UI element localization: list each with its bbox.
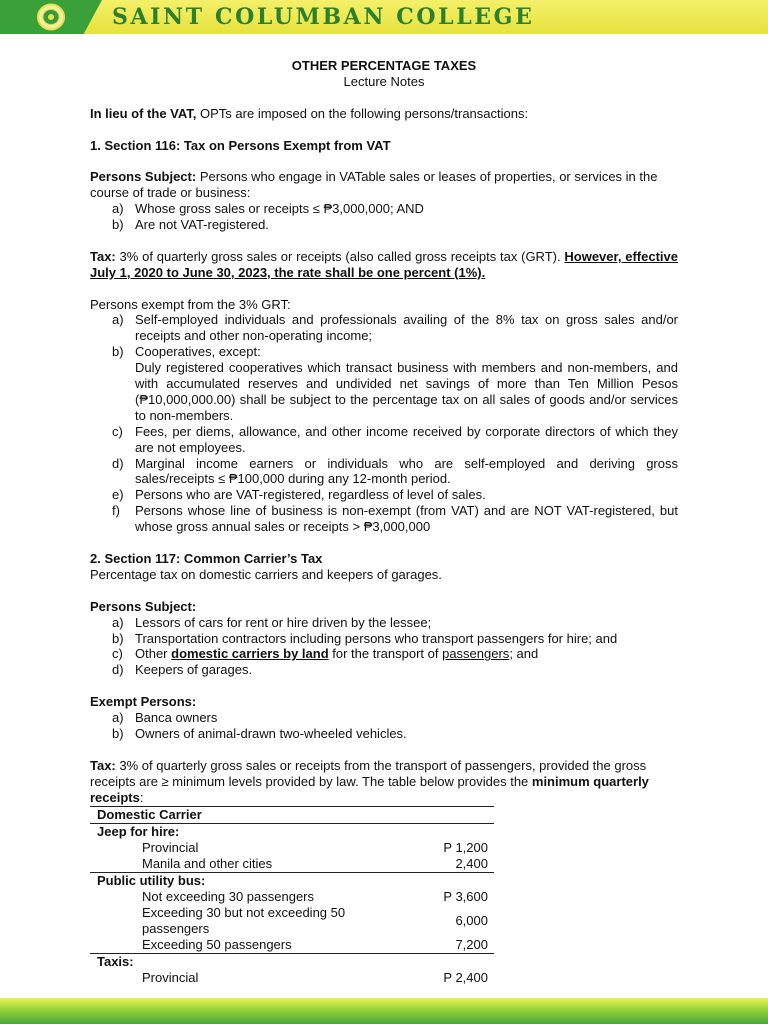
list-text: Whose gross sales or receipts ≤ ₱3,000,000; AND [135,201,424,217]
list-text: Transportation contractors including persons who transport passengers for hire; and [135,630,618,646]
list-marker: c) [112,423,123,439]
list-text: Duly registered cooperatives which transact business with members and non-members, and with accumulated reserves and undivided net savings of more than Ten Million Pesos (₱10,000,000.00) shall be subject to the percentage tax on all sales of goods and/or services to non-members. [135,360,678,423]
section-116-heading: 1. Section 116: Tax on Persons Exempt from VAT [90,137,391,153]
s117-tax-end: : [139,789,144,805]
s116-subject-list [90,201,678,233]
list-item [112,631,678,647]
row-amount: 7,200 [455,936,488,952]
s117-tax-text: 3% of quarterly gross sales or receipts from the transport of passengers, provided the gross receipts are ≥ minimum levels provided by law. The table below provides the [90,757,647,789]
group-label: Public utility bus: [90,873,494,889]
list-item [112,487,678,503]
list-text: Are not VAT-registered. [135,217,269,233]
table-row [90,905,494,937]
domestic-carriers-emphasis: domestic carriers by land [171,646,329,662]
list-item [112,344,678,360]
list-marker: a) [112,312,124,328]
list-item [112,646,678,662]
list-marker: c) [112,646,123,662]
list-marker: b) [112,217,124,233]
list-text: Banca owners [135,710,218,726]
list-marker: d) [112,662,124,678]
list-marker: b) [112,630,124,646]
table-header-row [90,807,494,824]
list-text: Cooperatives, except: [135,344,261,360]
document-subtitle: Lecture Notes [343,73,425,89]
table-group-row [90,873,494,889]
list-marker: a) [112,201,124,217]
list-text: Owners of animal-drawn two-wheeled vehicles. [135,725,407,741]
table-row [90,856,494,872]
list-item [112,312,678,344]
list-text-mid: for the transport of [328,646,443,662]
s117-exempt-list [90,710,678,742]
s116-exempt-list [90,312,678,535]
s117-tax-bold: minimum quarterly receipts [90,773,649,805]
list-text-post: ; and [509,646,539,662]
table-header-cell: Domestic Carrier [90,807,494,824]
s117-tax-label: Tax: [90,757,116,773]
list-marker: b) [112,344,124,360]
college-header-banner [0,0,768,34]
table-row [90,970,494,986]
s117-exempt-label: Exempt Persons: [90,694,197,710]
list-text: Self-employed individuals and professionals availing of the 8% tax on gross sales and/or receipts and other non-operating income; [135,312,678,344]
list-marker: e) [112,487,124,503]
s116-tax-emphasis: However, effective July 1, 2020 to June 30, 2023, the rate shall be one percent (1%). [90,248,678,280]
list-item [112,726,678,742]
s116-subject-text: Persons who engage in VATable sales or leases of properties, or services in the course of trade or business: [90,169,658,201]
passengers-underline: passengers [442,646,510,662]
s117-description: Percentage tax on domestic carriers and keepers of garages. [90,566,442,582]
list-item [112,662,678,678]
college-name: SAINT COLUMBAN COLLEGE [112,4,535,30]
s116-persons-subject [90,169,678,201]
row-amount: P 1,200 [443,840,488,856]
list-text-pre: Other [135,646,172,662]
table-group-row [90,953,494,969]
list-marker: d) [112,455,124,471]
list-item [112,201,678,217]
section-117-heading: 2. Section 117: Common Carrier’s Tax [90,551,323,566]
list-item [112,217,678,233]
list-marker: a) [112,710,124,726]
s116-tax-label: Tax: [90,248,116,264]
table-row [90,840,494,856]
list-item [112,710,678,726]
list-text: Fees, per diems, allowance, and other income received by corporate directors of which they are not employees. [135,423,678,455]
list-text: Persons who are VAT-registered, regardless of level of sales. [135,487,486,503]
lecture-notes-body [90,58,678,985]
table-group-row [90,824,494,840]
footer-banner [0,998,768,1024]
s116-tax-paragraph [90,249,678,281]
row-amount: P 3,600 [443,888,488,904]
s117-tax-paragraph [90,758,678,806]
list-text: Lessors of cars for rent or hire driven by the lessee; [135,614,432,630]
group-label: Taxis: [90,953,494,969]
row-amount: P 2,400 [443,969,488,985]
row-name: Provincial [142,969,199,985]
row-name: Manila and other cities [142,856,273,872]
row-name: Provincial [142,840,199,856]
s116-tax-text: 3% of quarterly gross sales or receipts (also called gross receipts tax (GRT). [115,248,565,264]
list-marker: f) [112,503,120,519]
list-text: Marginal income earners or individuals who are self-employed and deriving gross sales/receipts ≤ ₱100,000 during any 12-month period. [135,455,678,487]
list-item [112,456,678,488]
list-item [112,360,678,424]
row-amount: 2,400 [455,856,488,872]
document-title: OTHER PERCENTAGE TAXES [291,58,477,73]
s117-subject-list [90,615,678,679]
s116-subject-label: Persons Subject: [90,169,197,185]
list-marker: a) [112,614,124,630]
list-item [112,424,678,456]
s116-exempt-intro: Persons exempt from the 3% GRT: [90,296,291,312]
list-text: Persons whose line of business is non-exempt (from VAT) and are NOT VAT-registered, but whose gross annual sales or receipts > ₱3,000,000 [135,503,678,535]
college-seal-icon [36,3,66,31]
list-item [112,503,678,535]
row-name: Exceeding 30 but not exceeding 50 passengers [142,904,346,936]
table-row [90,889,494,905]
row-name: Not exceeding 30 passengers [142,888,315,904]
s117-subject-label: Persons Subject: [90,598,197,614]
group-label: Jeep for hire: [90,824,494,840]
intro-text: OPTs are imposed on the following persons/transactions: [196,105,529,121]
intro-bold: In lieu of the VAT, [90,105,197,121]
minimum-receipts-table [90,806,494,985]
list-marker: b) [112,725,124,741]
list-text: Keepers of garages. [135,662,253,678]
intro-paragraph [90,106,678,122]
table-row [90,937,494,953]
list-item [112,615,678,631]
row-name: Exceeding 50 passengers [142,936,292,952]
row-amount: 6,000 [455,912,488,928]
